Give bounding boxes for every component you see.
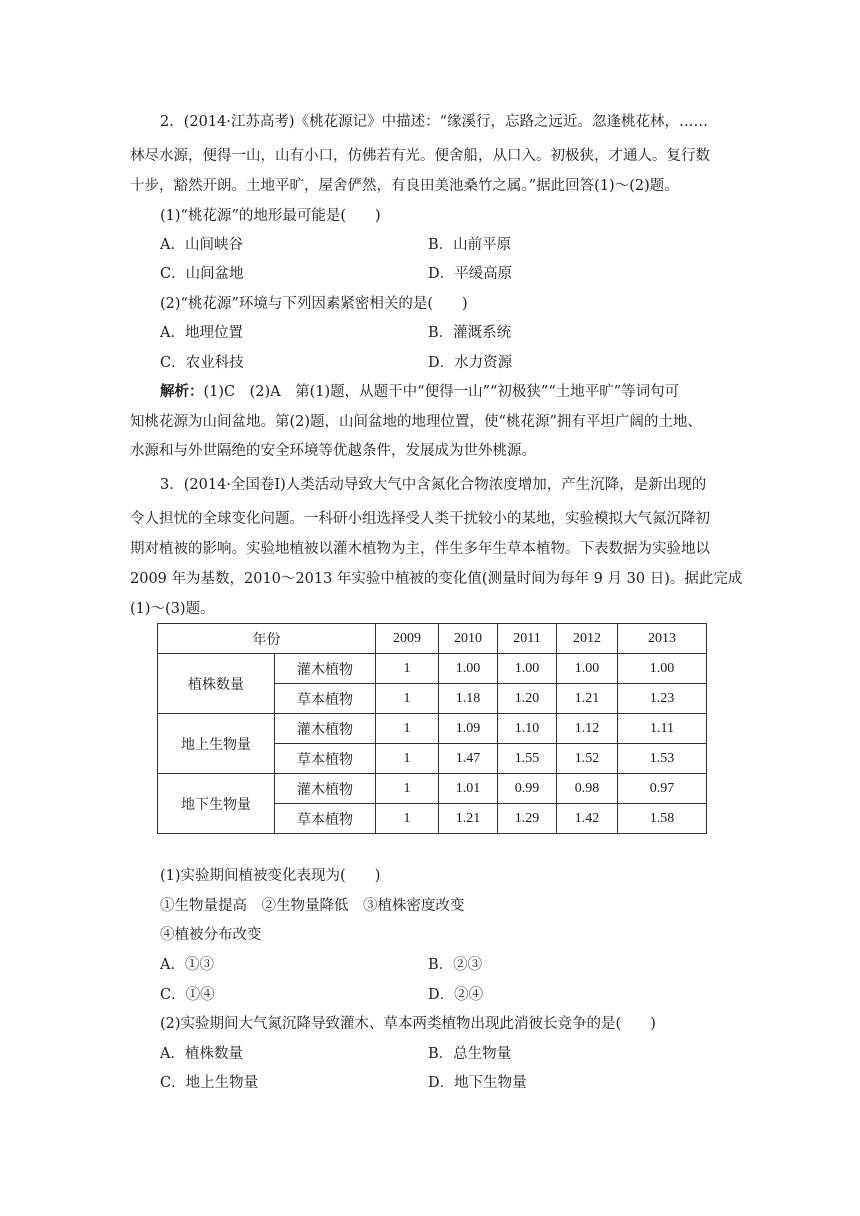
table-cell: 0.99: [498, 774, 557, 804]
table-cell: 1.00: [498, 654, 557, 684]
q3-sub1-option-c[interactable]: C．①④: [160, 987, 215, 1003]
q3-stem-line5: (1)～(3)题。: [130, 601, 215, 617]
q2-sub1-option-d[interactable]: D．平缓高原: [428, 266, 513, 282]
q3-sub1-statements: ④植被分布改变: [160, 927, 262, 943]
q3-sub1-question: (1)实验期间植被变化表现为( ): [160, 868, 381, 884]
q2-sub2-option-c[interactable]: C．农业科技: [160, 355, 244, 371]
table-cell: 1.18: [439, 684, 498, 714]
table-cell: 1.21: [439, 804, 498, 834]
q2-analysis-line2: 知桃花源为山间盆地。第(2)题，山间盆地的地理位置，使“桃花源”拥有平坦广阔的土地、: [130, 414, 702, 430]
q3-source: 全国卷Ⅰ: [230, 477, 281, 493]
group-label: 地下生物量: [158, 774, 275, 834]
table-cell: 1: [376, 774, 439, 804]
vegetation-table: [157, 623, 707, 834]
table-cell: 1.29: [498, 804, 557, 834]
q2-sub2-option-a[interactable]: A．地理位置: [160, 325, 243, 341]
table-cell: 1.00: [618, 654, 707, 684]
q2-sub1-option-a[interactable]: A．山间峡谷: [160, 237, 243, 253]
q2-sub2-option-d[interactable]: D．水力资源: [428, 355, 513, 371]
q2-sub1-option-b[interactable]: B．山前平原: [428, 237, 512, 253]
table-cell: 1.21: [557, 684, 618, 714]
q2-source: 江苏高考: [230, 114, 289, 130]
table-row: [158, 714, 707, 744]
group-label: 地上生物量: [158, 714, 275, 774]
table-cell: 1: [376, 804, 439, 834]
table-cell: 1: [376, 684, 439, 714]
q3-sub2-question: (2)实验期间大气氮沉降导致灌木、草本两类植物出现此消彼长竞争的是( ): [160, 1016, 656, 1032]
table-cell: 0.97: [618, 774, 707, 804]
q3-stem-line2: 令人担忧的全球变化问题。一科研小组选择受人类干扰较小的某地，实验模拟大气氮沉降初: [130, 511, 710, 527]
analysis-label: 解析：: [160, 383, 204, 400]
group-label: 植株数量: [158, 654, 275, 714]
table-cell: 0.98: [557, 774, 618, 804]
header-col: 2009: [376, 624, 439, 654]
q2-analysis-line3: 水源和与外世隔绝的安全环境等优越条件，发展成为世外桃源。: [130, 443, 536, 459]
table-row: [158, 774, 707, 804]
table-cell: 1.12: [557, 714, 618, 744]
row-type: 草本植物: [275, 804, 376, 834]
table-cell: 1.58: [618, 804, 707, 834]
table-cell: 1.11: [618, 714, 707, 744]
table-cell: 1.42: [557, 804, 618, 834]
q3-sub1-statements: ①生物量提高 ②生物量降低 ③植株密度改变: [160, 898, 465, 914]
q3-stem-line4: 2009 年为基数，2010～2013 年实验中植被的变化值(测量时间为每年 9 月 30 日)。据此完成: [130, 571, 743, 587]
row-type: 灌木植物: [275, 654, 376, 684]
q2-stem-line1: 2．(2014·江苏高考)《桃花源记》中描述：“缘溪行，忘路之远近。忽逢桃花林，……: [160, 114, 708, 130]
table-cell: 1.20: [498, 684, 557, 714]
table-cell: 1.53: [618, 744, 707, 774]
table-cell: 1.55: [498, 744, 557, 774]
table-cell: 1: [376, 714, 439, 744]
table-cell: 1: [376, 654, 439, 684]
q2-number: 2．: [160, 114, 184, 130]
q2-sub2-question: (2)“桃花源”环境与下列因素紧密相关的是( ): [160, 296, 468, 312]
q2-stem-line3: 十步，豁然开朗。土地平旷，屋舍俨然，有良田美池桑竹之属。”据此回答(1)～(2)题。: [130, 178, 679, 194]
row-type: 草本植物: [275, 684, 376, 714]
table-cell: 1.00: [439, 654, 498, 684]
table-cell: 1.01: [439, 774, 498, 804]
header-col: 2011: [498, 624, 557, 654]
header-year: 年份: [158, 624, 376, 654]
header-col: 2012: [557, 624, 618, 654]
header-col: 2013: [618, 624, 707, 654]
q3-sub2-option-d[interactable]: D．地下生物量: [428, 1075, 527, 1091]
row-type: 灌木植物: [275, 774, 376, 804]
q2-sub1-option-c[interactable]: C．山间盆地: [160, 266, 244, 282]
q2-analysis-line1: 解析：(1)C (2)A 第(1)题，从题干中“便得一山”“初极狭”“土地平旷”等词句可: [160, 383, 680, 400]
q2-stem-line2: 林尽水源，便得一山，山有小口，仿佛若有光。便舍船，从口入。初极狭，才通人。复行数: [130, 148, 710, 164]
q2-sub1-question: (1)“桃花源”的地形最可能是( ): [160, 208, 381, 224]
table-row: [158, 654, 707, 684]
table-cell: 1.10: [498, 714, 557, 744]
table-cell: 1.09: [439, 714, 498, 744]
table-cell: 1.52: [557, 744, 618, 774]
q3-sub1-option-b[interactable]: B．②③: [428, 957, 483, 973]
table-cell: 1.23: [618, 684, 707, 714]
row-type: 草本植物: [275, 744, 376, 774]
q2-sub2-option-b[interactable]: B．灌溉系统: [428, 325, 512, 341]
q3-sub1-option-a[interactable]: A．①③: [160, 957, 214, 973]
table-header-row: [158, 624, 707, 654]
q3-number: 3．: [160, 477, 184, 493]
table-cell: 1: [376, 744, 439, 774]
table-cell: 1.00: [557, 654, 618, 684]
q3-sub2-option-b[interactable]: B．总生物量: [428, 1046, 512, 1062]
q3-stem-line1: 3．(2014·全国卷Ⅰ)人类活动导致大气中含氮化合物浓度增加，产生沉降，是新出现的: [160, 477, 707, 493]
q3-sub2-option-c[interactable]: C．地上生物量: [160, 1075, 259, 1091]
q3-sub2-option-a[interactable]: A．植株数量: [160, 1046, 243, 1062]
q3-stem-line3: 期对植被的影响。实验地植被以灌木植物为主，伴生多年生草本植物。下表数据为实验地以: [130, 541, 710, 557]
row-type: 灌木植物: [275, 714, 376, 744]
table-cell: 1.47: [439, 744, 498, 774]
q3-sub1-option-d[interactable]: D．②④: [428, 987, 484, 1003]
header-col: 2010: [439, 624, 498, 654]
